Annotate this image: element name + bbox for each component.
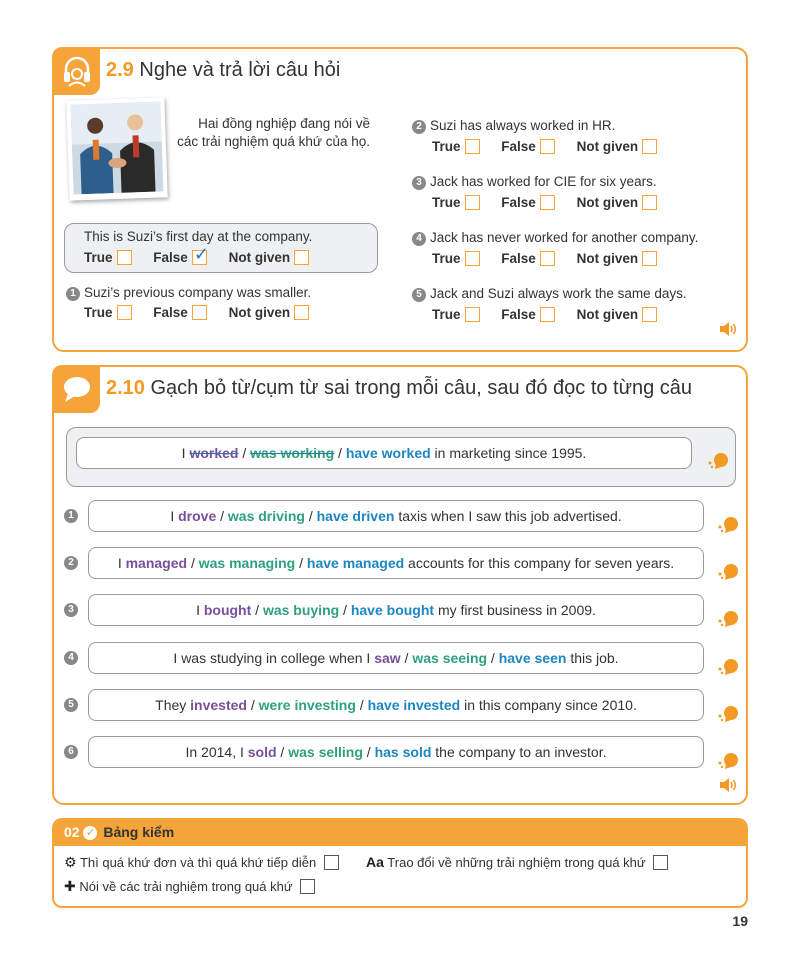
checkbox-not-given[interactable]: [642, 251, 657, 266]
speaking-head-icon: [716, 562, 740, 582]
option-b[interactable]: was seeing: [412, 650, 488, 666]
option-false: False: [501, 251, 555, 266]
question-3-options: [432, 195, 675, 210]
checkbox-false[interactable]: [540, 251, 555, 266]
option-true: True: [432, 195, 480, 210]
speaking-head-icon: [716, 609, 740, 629]
checklist-number: 02: [64, 824, 80, 840]
question-5-options: [432, 307, 675, 322]
option-true: True: [432, 139, 480, 154]
audio-icon[interactable]: [718, 777, 738, 793]
example-options: [84, 244, 327, 265]
checklist-checkbox[interactable]: [653, 855, 668, 870]
option-a[interactable]: saw: [374, 650, 401, 666]
checklist-item-3: ✚ Nói về các trải nghiệm trong quá khứ: [64, 878, 315, 895]
option-not-given: Not given: [577, 195, 658, 210]
exercise-2-9-panel: [52, 47, 748, 352]
question-4: 4 Jack has never worked for another company.: [412, 230, 698, 246]
question-1: 1 Suzi’s previous company was smaller.: [66, 285, 311, 301]
checkbox-not-given[interactable]: [642, 195, 657, 210]
exercise-number: 2.9: [106, 59, 134, 81]
question-4-options: [432, 251, 675, 266]
checkbox-not-given[interactable]: [294, 305, 309, 320]
checkbox-true[interactable]: [117, 305, 132, 320]
exercise-number: 2.10: [106, 377, 145, 399]
checklist-item-1: ⚙ Thì quá khứ đơn và thì quá khứ tiếp diễn: [64, 854, 339, 871]
option-true: True: [84, 305, 132, 320]
option-a[interactable]: drove: [178, 508, 217, 524]
speech-badge: [52, 365, 100, 413]
option-c[interactable]: have bought: [350, 602, 435, 618]
option-c[interactable]: have managed: [306, 555, 405, 571]
text-aa-icon: Aa: [366, 854, 384, 870]
option-not-given: Not given: [229, 250, 310, 265]
question-2-options: [432, 139, 675, 154]
option-false: False: [153, 305, 207, 320]
headphones-icon: [62, 55, 92, 87]
photo-colleagues: [66, 97, 167, 200]
check-circle-icon: ✓: [83, 826, 97, 840]
option-true: True: [84, 250, 132, 265]
sentence-bubble: I was studying in college when I saw / was seeing / have seen this job.: [88, 642, 704, 674]
checklist-panel: [52, 818, 748, 908]
example-statement: This is Suzi’s first day at the company.: [84, 229, 313, 244]
option-c[interactable]: have invested: [367, 697, 461, 713]
checkbox-true[interactable]: [117, 250, 132, 265]
option-b[interactable]: was selling: [288, 744, 363, 760]
checklist-checkbox[interactable]: [324, 855, 339, 870]
option-false: False: [501, 195, 555, 210]
gears-icon: ⚙: [64, 854, 77, 870]
checkbox-true[interactable]: [465, 195, 480, 210]
sentence-number: 4: [64, 651, 78, 665]
exercise-2-10-title: [106, 377, 692, 400]
option-not-given: Not given: [229, 305, 310, 320]
speaking-head-icon: [706, 451, 730, 471]
sentence-number: 1: [64, 509, 78, 523]
intro-line-1: Hai đồng nghiệp đang nói về: [198, 116, 370, 131]
checkbox-true[interactable]: [465, 307, 480, 322]
option-b[interactable]: was managing: [198, 555, 296, 571]
option-true: True: [432, 251, 480, 266]
audio-icon[interactable]: [718, 321, 738, 337]
speaking-head-icon: [716, 515, 740, 535]
sentence-number: 5: [64, 698, 78, 712]
option-c[interactable]: have seen: [498, 650, 567, 666]
checkbox-true[interactable]: [465, 251, 480, 266]
option-b[interactable]: was driving: [227, 508, 305, 524]
colleagues-photo-illustration: [70, 101, 163, 194]
option-b[interactable]: were investing: [258, 697, 356, 713]
checkbox-false[interactable]: [192, 244, 209, 265]
option-c[interactable]: have driven: [316, 508, 395, 524]
crossed-out-option: worked: [189, 445, 239, 461]
sentence-bubble: I managed / was managing / have managed accounts for this company for seven years.: [88, 547, 704, 579]
option-a[interactable]: sold: [247, 744, 277, 760]
exercise-title-text: Gạch bỏ từ/cụm từ sai trong mỗi câu, sau đó đọc to từng câu: [150, 377, 693, 399]
sentence-bubble: In 2014, I sold / was selling / has sold the company to an investor.: [88, 736, 704, 768]
speech-bubble-icon: [62, 373, 92, 403]
sentence-number: 3: [64, 603, 78, 617]
checkbox-true[interactable]: [465, 139, 480, 154]
sentence-bubble: I bought / was buying / have bought my first business in 2009.: [88, 594, 704, 626]
checkbox-false[interactable]: [540, 307, 555, 322]
option-not-given: Not given: [577, 307, 658, 322]
question-5: 5 Jack and Suzi always work the same days.: [412, 286, 687, 302]
option-c[interactable]: has sold: [374, 744, 432, 760]
checkmark-icon: ✓: [193, 244, 209, 264]
sentence-bubble: I drove / was driving / have driven taxis when I saw this job advertised.: [88, 500, 704, 532]
crossed-out-option: was working: [250, 445, 335, 461]
question-3: 3 Jack has worked for CIE for six years.: [412, 174, 657, 190]
intro-line-2: các trải nghiệm quá khứ của họ.: [177, 134, 370, 149]
question-number: 1: [66, 287, 80, 301]
checklist-title: [64, 824, 174, 840]
checkbox-not-given[interactable]: [642, 139, 657, 154]
correct-option: have worked: [345, 445, 431, 461]
exercise-intro: [174, 115, 370, 151]
checkbox-false[interactable]: [540, 195, 555, 210]
speaking-head-icon: [716, 751, 740, 771]
option-false: False: [501, 307, 555, 322]
speaking-head-icon: [716, 657, 740, 677]
question-1-options: [84, 305, 327, 320]
option-a[interactable]: managed: [125, 555, 188, 571]
sentence-number: 2: [64, 556, 78, 570]
question-2: 2 Suzi has always worked in HR.: [412, 118, 615, 134]
exercise-title-text: Nghe và trả lời câu hỏi: [139, 59, 341, 81]
checklist-checkbox[interactable]: [300, 879, 315, 894]
option-true: True: [432, 307, 480, 322]
option-not-given: Not given: [577, 139, 658, 154]
page-number: 19: [732, 913, 748, 929]
puzzle-icon: ✚: [64, 878, 76, 894]
checkbox-not-given[interactable]: [294, 250, 309, 265]
example-sentence: I worked / was working / have worked in marketing since 1995.: [76, 437, 692, 469]
speaking-head-icon: [716, 704, 740, 724]
option-false: False: [501, 139, 555, 154]
option-a[interactable]: invested: [190, 697, 247, 713]
option-a[interactable]: bought: [203, 602, 252, 618]
checkbox-false[interactable]: [192, 305, 207, 320]
option-b[interactable]: was buying: [262, 602, 340, 618]
checklist-title-text: Bảng kiểm: [103, 824, 175, 840]
checkbox-not-given[interactable]: [642, 307, 657, 322]
exercise-2-9-title: [106, 59, 340, 82]
sentence-number: 6: [64, 745, 78, 759]
checkbox-false[interactable]: [540, 139, 555, 154]
option-false: False ✓: [153, 244, 209, 265]
exercise-2-10-panel: [52, 365, 748, 805]
headphones-badge: [52, 47, 100, 95]
checklist-item-2: Aa Trao đổi về những trải nghiệm trong quá khứ: [366, 854, 668, 870]
option-not-given: Not given: [577, 251, 658, 266]
sentence-bubble: They invested / were investing / have invested in this company since 2010.: [88, 689, 704, 721]
